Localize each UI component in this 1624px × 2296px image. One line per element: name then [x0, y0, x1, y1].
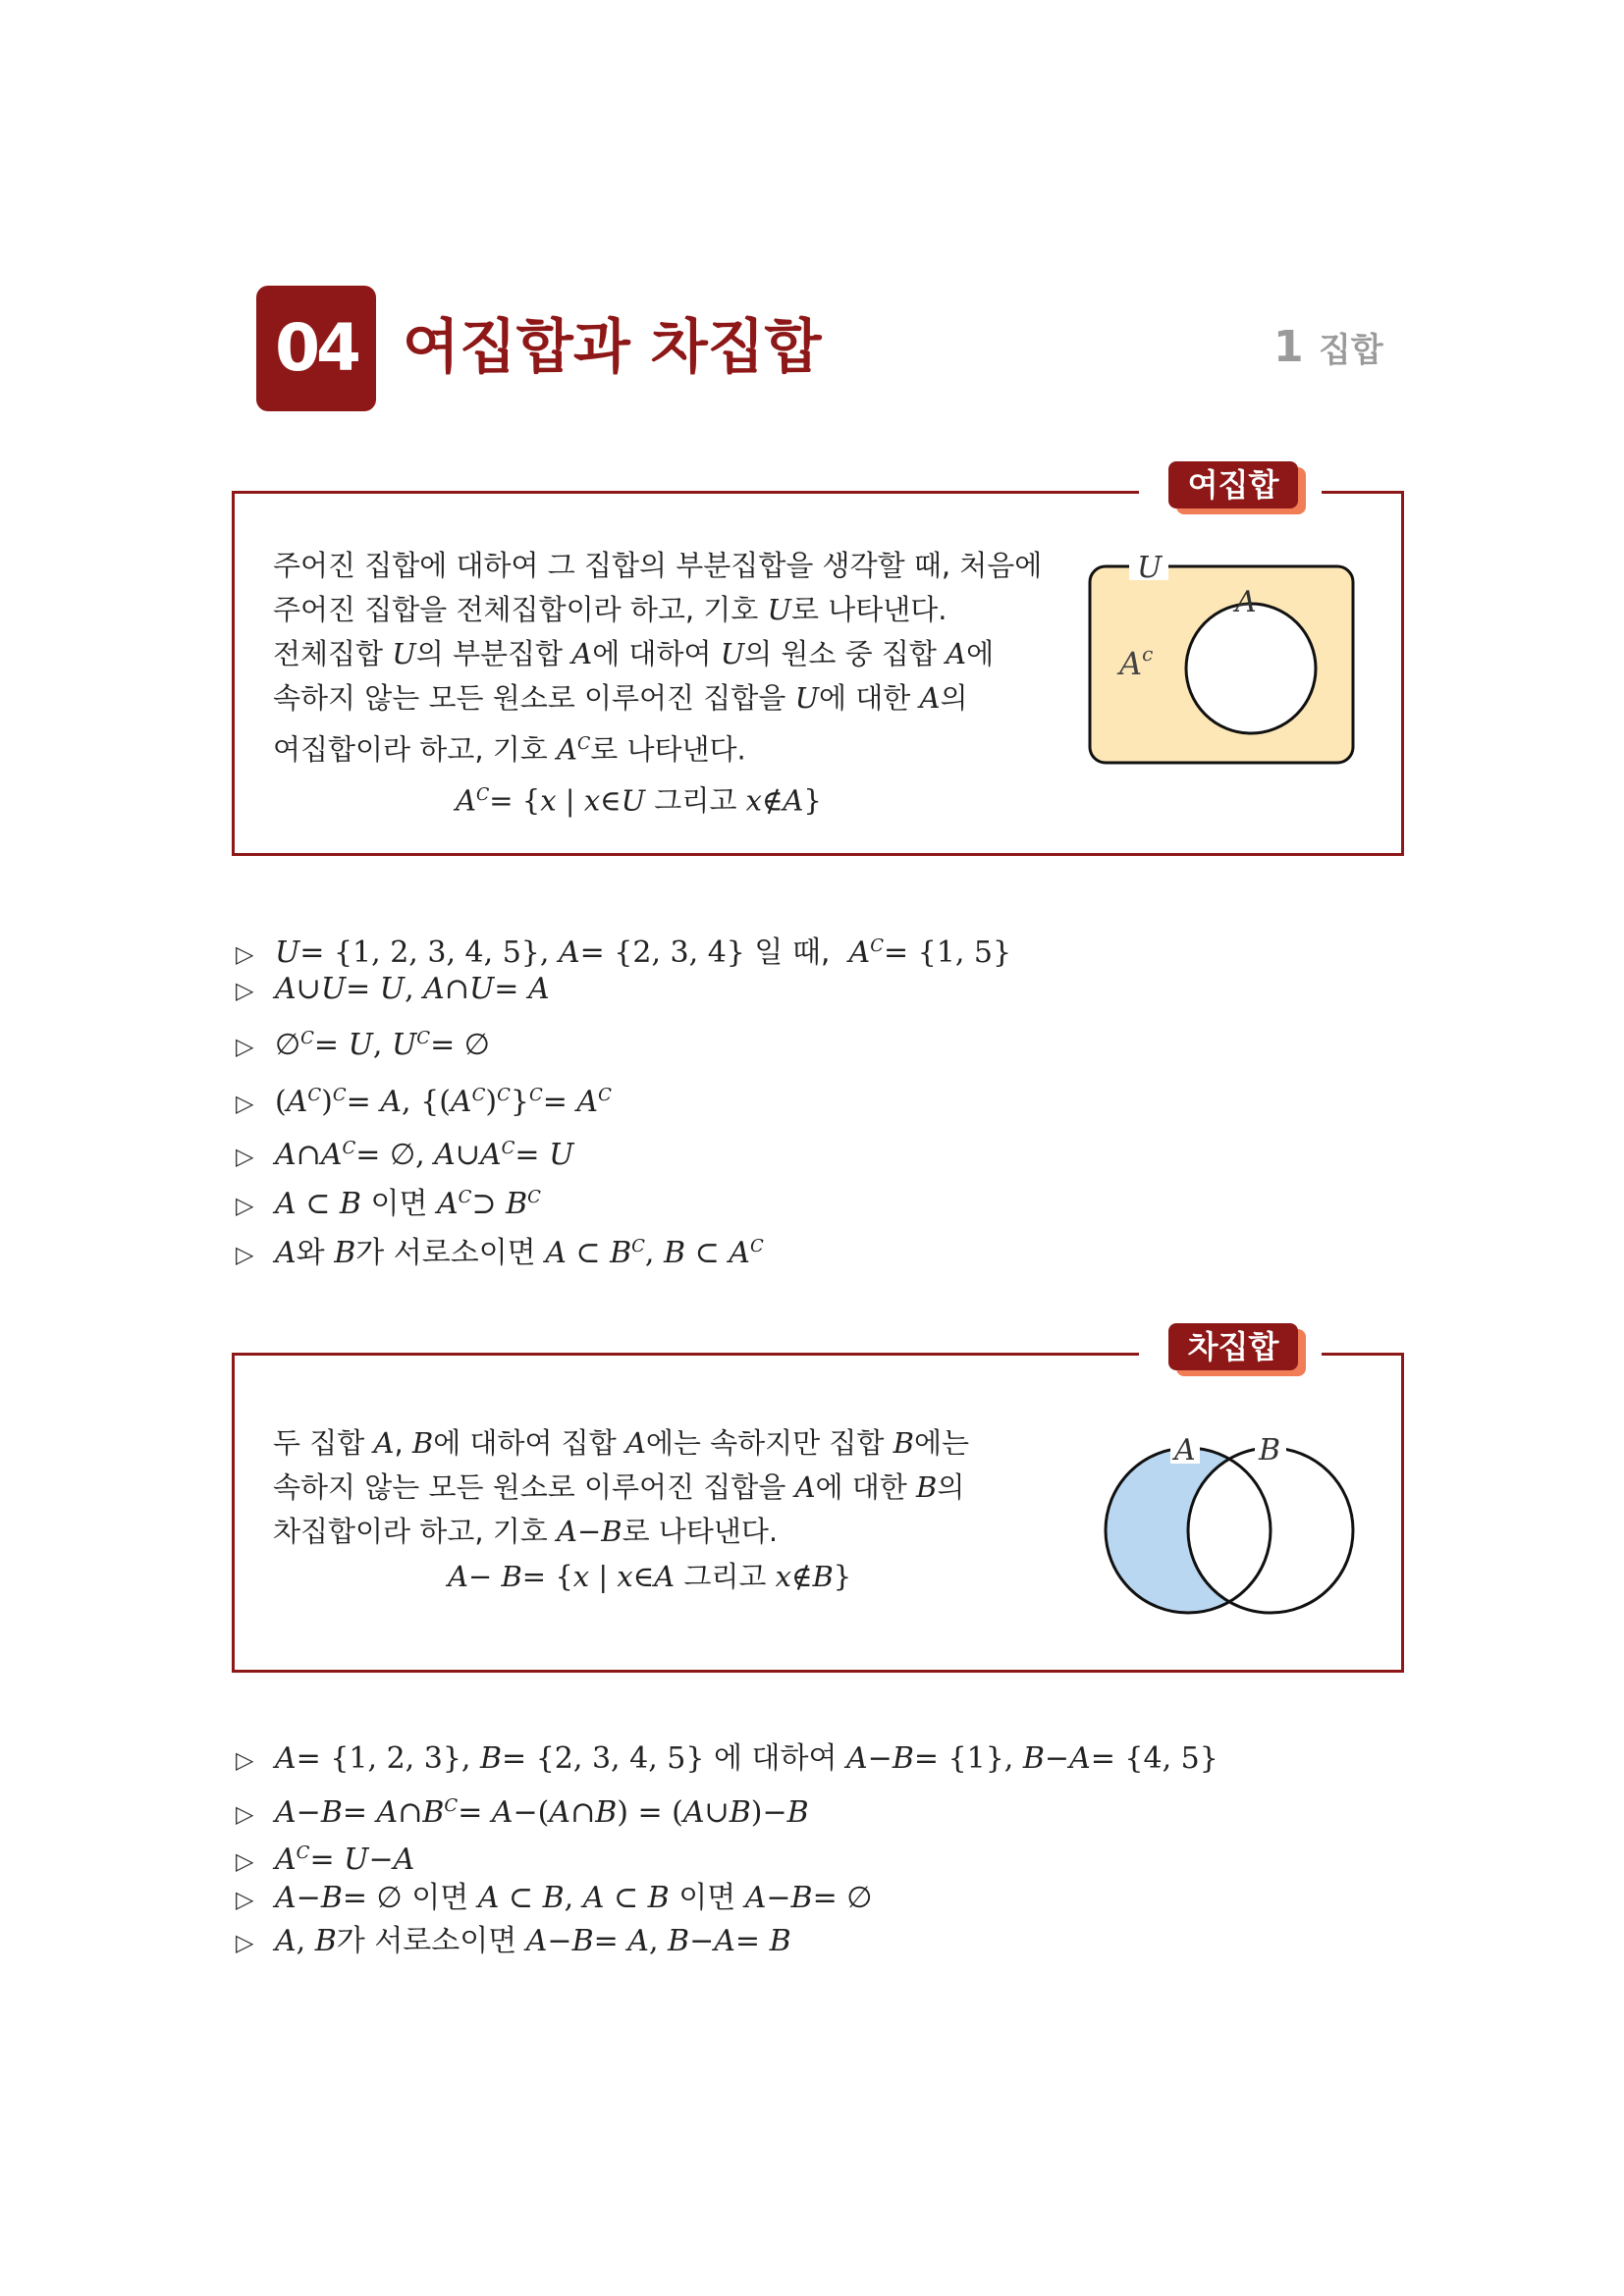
triangle-bullet-icon: ▷	[236, 1090, 254, 1117]
difference-tab-label: 차집합	[1168, 1323, 1298, 1370]
universe-label: U	[1137, 551, 1163, 585]
triangle-bullet-icon: ▷	[236, 1192, 254, 1219]
difference-formula: A− B= {x | x∈A 그리고 x∉B}	[448, 1560, 852, 1593]
complement-property: ▷ $(A^C)^C= A$, $\{(A^C)^C\}^C= A^C$	[236, 1074, 612, 1125]
complement-venn-diagram	[1080, 545, 1365, 771]
complement-property: ▷ ∅$^C$= U, $U^C=$ ∅	[236, 1017, 490, 1068]
set-b-label: B	[1259, 1433, 1281, 1468]
complement-formula: $A^C= \{x$ | x∈U 그리고 x∉A}	[456, 783, 822, 818]
difference-text-line: 속하지 않는 모든 원소로 이루어진 집합을 A에 대한 B의	[273, 1470, 965, 1504]
complement-region-label: $A^c$	[1119, 642, 1154, 682]
set-a-label: A	[1174, 1433, 1196, 1468]
section-number-badge: 04	[256, 286, 376, 411]
complement-text-line: 주어진 집합을 전체집합이라 하고, 기호 U로 나타낸다.	[273, 593, 947, 626]
triangle-bullet-icon: ▷	[236, 1847, 254, 1875]
set-a-label: A	[1235, 585, 1257, 619]
triangle-bullet-icon: ▷	[236, 1143, 254, 1170]
difference-property: ▷ A, B가 서로소이면 A−B= A, B−A= B	[236, 1920, 791, 1964]
complement-property: ▷ $A\cap A^C=$ ∅, $A\cup A^C= U$	[236, 1127, 573, 1178]
difference-property: ▷ $A^C= U-A$	[236, 1832, 414, 1883]
complement-text-line: 여집합이라 하고, 기호 $A^C$로 나타낸다.	[273, 732, 746, 767]
triangle-bullet-icon: ▷	[236, 940, 254, 968]
complement-property: ▷ A와 B가 서로소이면 A ⊂ $B^C$, B ⊂ $A^C$	[236, 1225, 764, 1276]
complement-property: ▷ A ⊂ B 이면 $A^C⊃$ $B^C$	[236, 1176, 541, 1227]
triangle-bullet-icon: ▷	[236, 1886, 254, 1913]
chapter-title: 집합	[1319, 331, 1383, 370]
section-title: 여집합과 차집합	[403, 313, 822, 382]
triangle-bullet-icon: ▷	[236, 1241, 254, 1268]
triangle-bullet-icon: ▷	[236, 1033, 254, 1060]
set-a-circle	[1186, 604, 1316, 733]
triangle-bullet-icon: ▷	[236, 1746, 254, 1774]
triangle-bullet-icon: ▷	[236, 1800, 254, 1828]
complement-tab-label: 여집합	[1168, 461, 1298, 508]
triangle-bullet-icon: ▷	[236, 1929, 254, 1956]
difference-venn-diagram	[1090, 1428, 1375, 1625]
difference-text-line: 두 집합 A, B에 대하여 집합 A에는 속하지만 집합 B에는	[273, 1426, 970, 1460]
triangle-bullet-icon: ▷	[236, 977, 254, 1004]
complement-property: ▷ A∪U= U, A∩U= A	[236, 968, 550, 1012]
difference-property: ▷ $A-B= A\cap B^C=$ A−(A∩B) = (A∪B)−B	[236, 1785, 809, 1836]
complement-property: ▷ U= {1, 2, 3, 4, 5}, A= {2, 3, 4} 일 때, $A^C= \{1$, 5}	[236, 925, 1011, 976]
difference-text-line: 차집합이라 하고, 기호 A−B로 나타낸다.	[273, 1515, 779, 1548]
chapter-number: 1	[1273, 322, 1304, 372]
complement-line-1: 주어진 집합에 대하여 그 집합의 부분집합을 생각할 때, 처음에	[273, 549, 1043, 582]
complement-text-line	[273, 544, 1042, 588]
complement-text-line: 전체집합 U의 부분집합 A에 대하여 U의 원소 중 집합 A에	[273, 637, 995, 670]
difference-property: ▷ A−B= ∅ 이면 A ⊂ B, A ⊂ B 이면 A−B= ∅	[236, 1877, 872, 1921]
difference-property: ▷ A= {1, 2, 3}, B= {2, 3, 4, 5} 에 대하여 A−B= {1}, B−A= {4, 5}	[236, 1737, 1218, 1782]
complement-text-line: 속하지 않는 모든 원소로 이루어진 집합을 U에 대한 A의	[273, 681, 968, 715]
